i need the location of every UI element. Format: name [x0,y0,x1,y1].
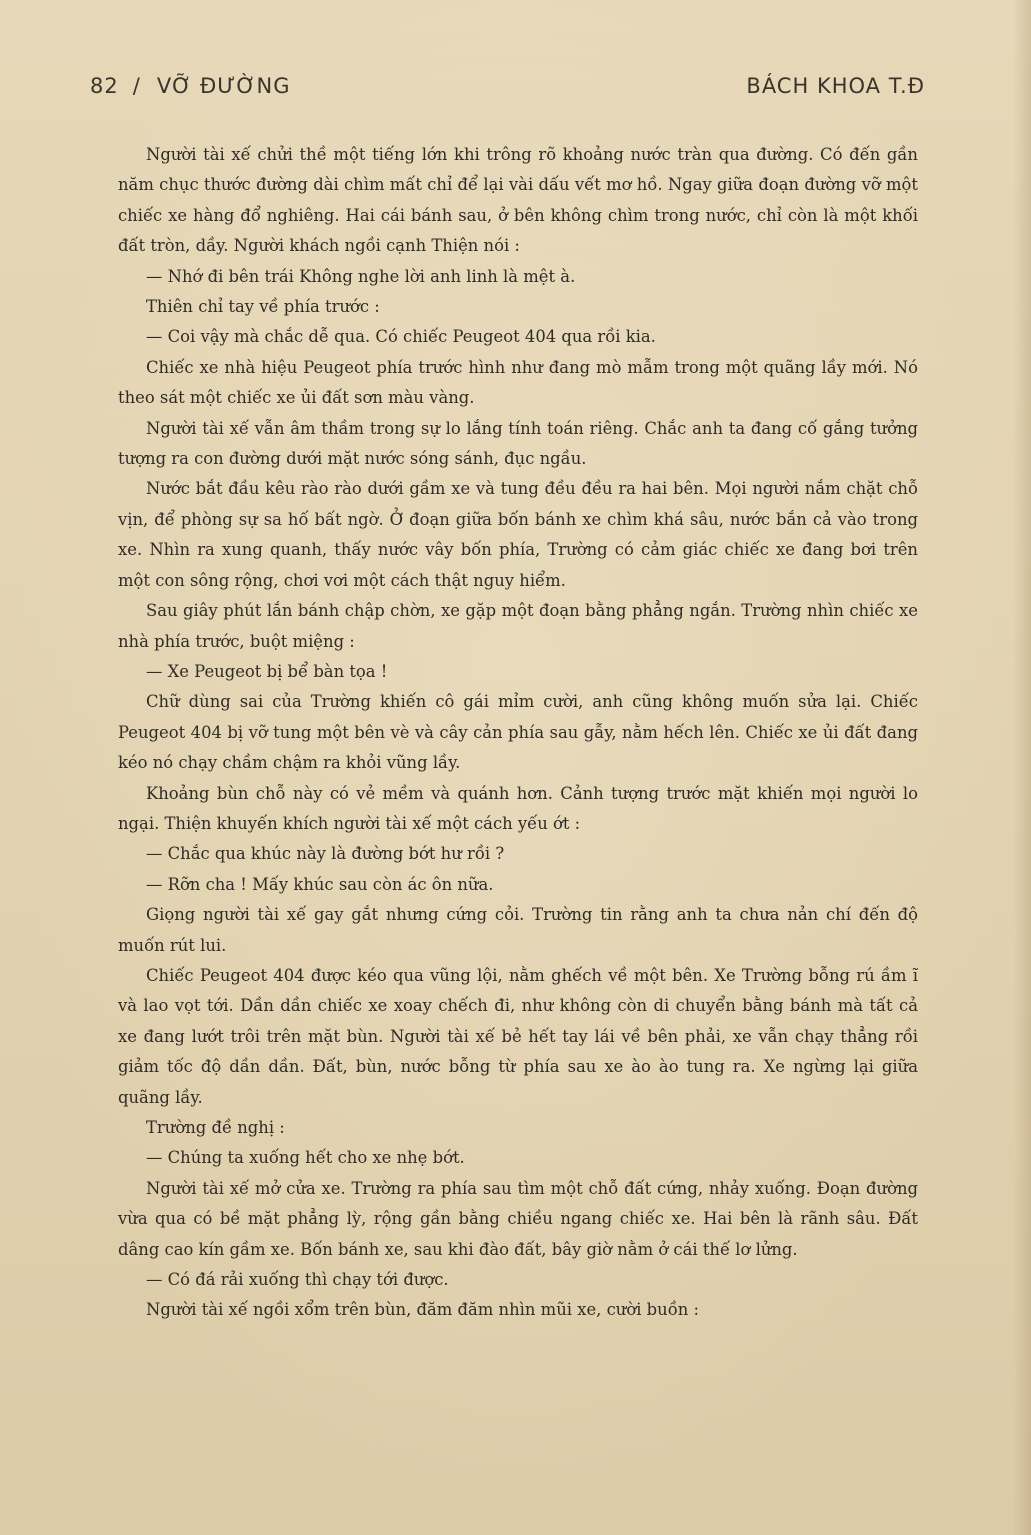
paragraph: Người tài xế chửi thề một tiếng lớn khi trông rõ khoảng nước tràn qua đường. Có đến gần năm chục thước đường dài chìm mất chỉ để lại vài dấu vết mơ hồ. Ngay giữa đoạn đường vỡ một chiếc xe hàng đổ nghiêng. Hai cái bánh sau, ở bên không chìm trong nước, chỉ còn là một khối đất tròn, dầy. Người khách ngồi cạnh Thiện nói : [118,145,918,256]
paragraph: Chiếc Peugeot 404 được kéo qua vũng lội, nằm ghếch về một bên. Xe Trường bỗng rú ầm ĩ và lao vọt tới. Dần dần chiếc xe xoay chếch đi, như không còn di chuyển bằng bánh mà tất cả xe đang lướt trôi trên mặt bùn. Người tài xế bẻ hết tay lái về bên phải, xe vẫn chạy thẳng rồi giảm tốc độ dần dần. Đất, bùn, nước bỗng từ phía sau xe ào ào tung ra. Xe ngừng lại giữa quãng lầy. [118,965,918,1107]
running-header [90,74,925,104]
paragraph: Sau giây phút lắn bánh chập chờn, xe gặp một đoạn bằng phẳng ngắn. Trường nhìn chiếc xe nhà phía trước, buột miệng : [118,601,918,651]
paragraph: Nước bắt đầu kêu rào rào dưới gầm xe và tung đều đều ra hai bên. Mọi người nắm chặt chỗ vịn, để phòng sự sa hố bất ngờ. Ở đoạn giữa bốn bánh xe chìm khá sâu, nước bắn cả vào trong xe. Nhìn ra xung quanh, thấy nước vây bốn phía, Trường có cảm giác chiếc xe đang bơi trên một con sông rộng, chơi vơi một cách thật nguy hiểm. [118,479,918,590]
header-left [90,74,290,98]
paragraph: Người tài xế mở cửa xe. Trường ra phía sau tìm một chỗ đất cứng, nhảy xuống. Đoạn đường vừa qua có bề mặt phẳng lỳ, rộng gần bằng chiều ngang chiếc xe. Hai bên là rãnh sâu. Đất dâng cao kín gầm xe. Bốn bánh xe, sau khi đào đất, bây giờ nằm ở cái thế lơ lửng. [118,1178,918,1259]
body-text [118,140,918,1326]
page-number: 82 [90,74,119,98]
paragraph: Chiếc xe nhà hiệu Peugeot phía trước hình như đang mò mẫm trong một quãng lầy mới. Nó theo sát một chiếc xe ủi đất sơn màu vàng. [118,357,918,408]
paragraph: Giọng người tài xế gay gắt nhưng cứng cỏi. Trường tin rằng anh ta chưa nản chí đến độ muốn rút lui. [118,905,918,955]
paragraph: Chữ dùng sai của Trường khiến cô gái mỉm cười, anh cũng không muốn sửa lại. Chiếc Peugeot 404 bị vỡ tung một bên vè và cây cản phía sau gẫy, nằm hếch lên. Chiếc xe ủi đất đang kéo nó chạy chầm chậm ra khỏi vũng lầy. [118,692,918,773]
paragraph: Người tài xế vẫn âm thầm trong sự lo lắng tính toán riêng. Chắc anh ta đang cố gắng tưởng tượng ra con đường dưới mặt nước sóng sánh, đục ngầu. [118,418,918,469]
page-edge-shadow [1013,0,1031,1535]
paragraph: — Xe Peugeot bị bể bàn tọa ! [146,661,388,681]
paragraph: — Có đá rải xuống thì chạy tới được. [146,1270,449,1290]
paragraph: Trường đề nghị : [146,1118,285,1137]
header-separator: / [132,74,141,98]
paragraph: Thiên chỉ tay về phía trước : [146,297,380,317]
book-title: VỠ ĐƯỜNG [156,74,291,98]
paragraph: — Nhớ đi bên trái Không nghe lời anh linh là mệt à. [146,266,576,286]
publication-name: BÁCH KHOA T.Đ [746,74,925,98]
paragraph: Người tài xế ngồi xổm trên bùn, đăm đăm nhìn mũi xe, cười buồn : [146,1300,700,1320]
paragraph: — Rỡn cha ! Mấy khúc sau còn ác ôn nữa. [146,874,494,894]
paragraph: — Chắc qua khúc này là đường bớt hư rồi ? [146,844,505,864]
paragraph: — Coi vậy mà chắc dễ qua. Có chiếc Peugeot 404 qua rồi kia. [146,327,656,347]
paragraph: — Chúng ta xuống hết cho xe nhẹ bớt. [146,1148,465,1168]
paragraph: Khoảng bùn chỗ này có vẻ mềm và quánh hơn. Cảnh tượng trước mặt khiến mọi người lo ngại. Thiện khuyến khích người tài xế một cách yếu ớt : [118,783,918,833]
